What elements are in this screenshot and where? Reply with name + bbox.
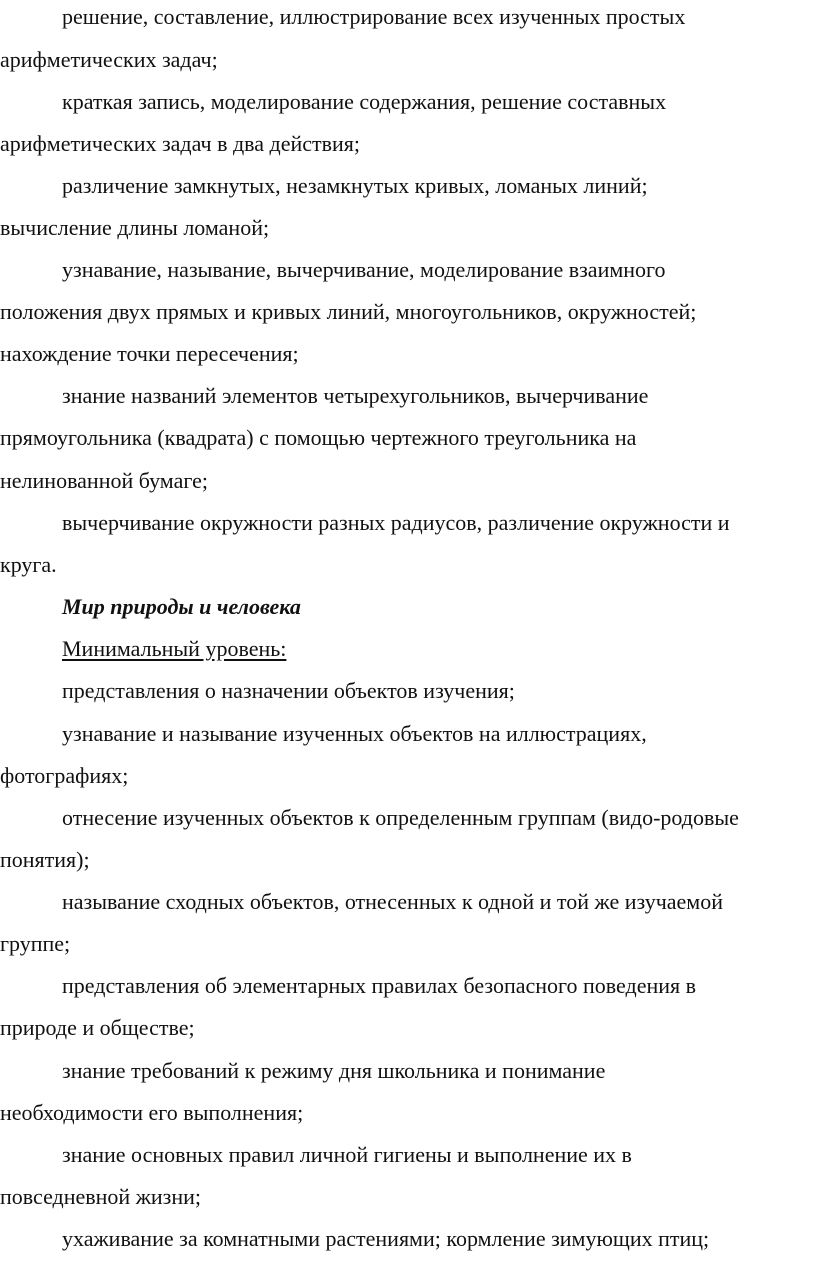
text-line: положения двух прямых и кривых линий, многоугольников, окружностей; <box>0 299 697 324</box>
text-line: знание требований к режиму дня школьника и понимание <box>62 1058 606 1083</box>
text-line: нелинованной бумаге; <box>0 468 208 493</box>
text-line: решение, составление, иллюстрирование всех изученных простых <box>62 4 686 29</box>
text-line: фотографиях; <box>0 763 129 788</box>
text-line: нахождение точки пересечения; <box>0 341 299 366</box>
text-line: знание основных правил личной гигиены и выполнение их в <box>62 1142 632 1167</box>
text-line: арифметических задач в два действия; <box>0 131 361 156</box>
text-line: представления об элементарных правилах безопасного поведения в <box>62 973 697 998</box>
text-line: арифметических задач; <box>0 47 218 72</box>
text-line: узнавание, называние, вычерчивание, моделирование взаимного <box>62 257 666 282</box>
text-line: повседневной жизни; <box>0 1184 202 1209</box>
text-line: необходимости его выполнения; <box>0 1100 304 1125</box>
text-line: узнавание и называние изученных объектов на иллюстрациях, <box>62 721 647 746</box>
subsection-label: Минимальный уровень: <box>62 636 287 661</box>
text-line: природе и обществе; <box>0 1015 195 1040</box>
text-line: краткая запись, моделирование содержания, решение составных <box>62 89 667 114</box>
text-line: группе; <box>0 931 71 956</box>
text-line: называние сходных объектов, отнесенных к одной и той же изучаемой <box>62 889 723 914</box>
section-heading: Мир природы и человека <box>62 594 301 619</box>
text-line: различение замкнутых, незамкнутых кривых, ломаных линий; <box>62 173 648 198</box>
text-line: ухаживание за комнатными растениями; кормление зимующих птиц; <box>62 1226 710 1251</box>
text-line: понятия); <box>0 847 90 872</box>
text-line: вычисление длины ломаной; <box>0 215 270 240</box>
text-line: представления о назначении объектов изучения; <box>62 678 515 703</box>
text-line: отнесение изученных объектов к определенным группам (видо-родовые <box>62 805 739 830</box>
text-line: знание названий элементов четырехугольников, вычерчивание <box>62 383 649 408</box>
text-line: круга. <box>0 552 57 577</box>
text-line: вычерчивание окружности разных радиусов, различение окружности и <box>62 510 730 535</box>
text-line: прямоугольника (квадрата) с помощью чертежного треугольника на <box>0 425 637 450</box>
